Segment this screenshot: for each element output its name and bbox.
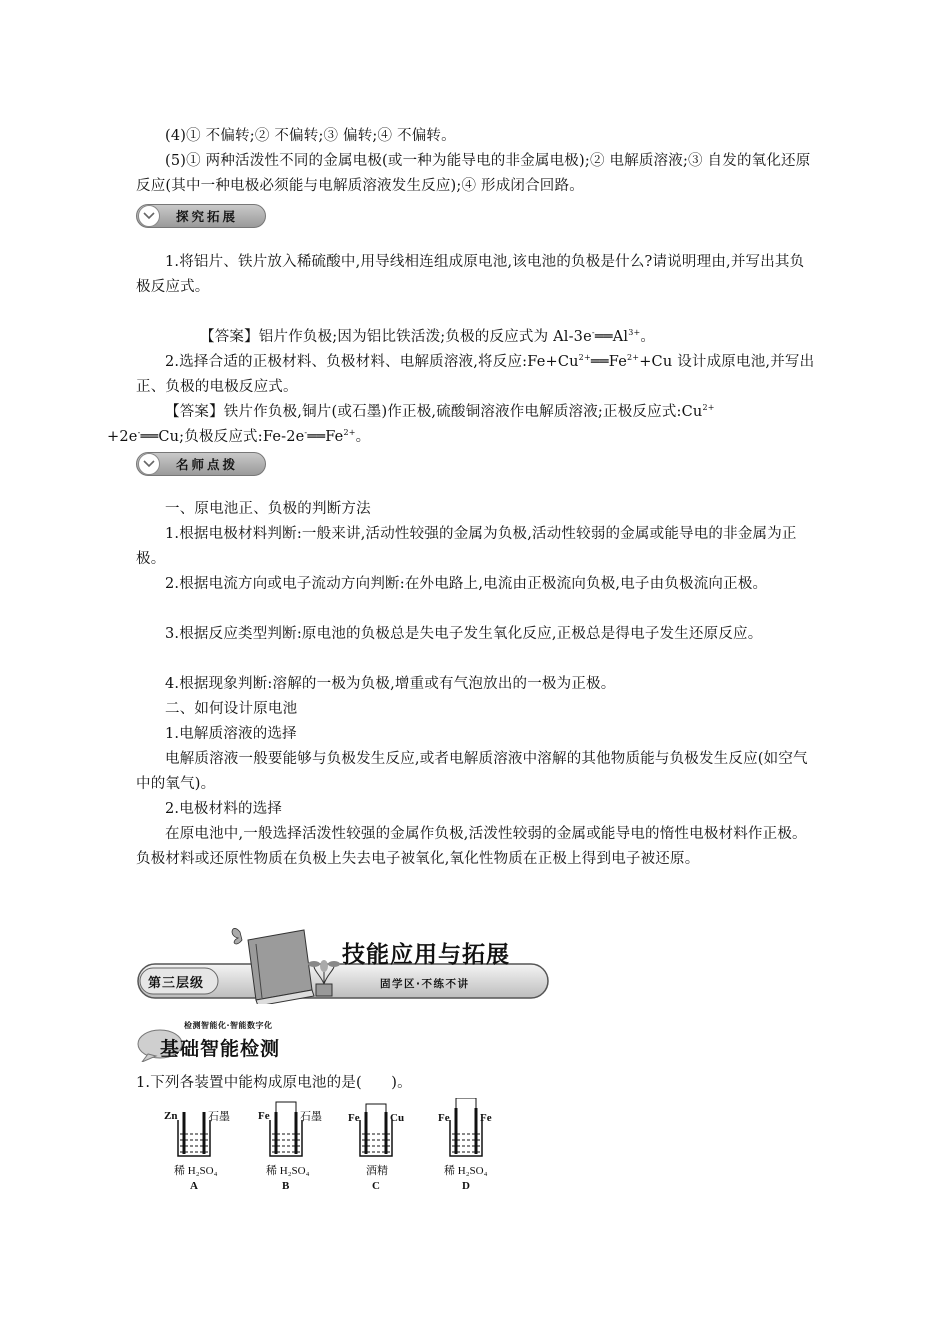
beaker-a-solution: 稀 H₂SO₄ bbox=[174, 1165, 218, 1177]
banner-level: 第三层级 bbox=[148, 976, 205, 991]
question-2-text: 2.选择合适的正极材料、负极材料、电解质溶液,将反应:Fe+Cu bbox=[165, 354, 579, 370]
beaker-c-label: C bbox=[372, 1180, 380, 1192]
teacher-point-4: 4.根据现象判断:溶解的一极为负极,增重或有气泡放出的一极为正极。 bbox=[165, 676, 616, 692]
teacher-point-3: 3.根据反应类型判断:原电池的负极总是失电子发生氧化反应,正极总是得电子发生还原反应。 bbox=[165, 626, 763, 642]
beaker-b-solution: 稀 H₂SO₄ bbox=[266, 1165, 310, 1177]
banner-title: 技能应用与拓展 bbox=[342, 942, 510, 968]
question-2-ion: Fe bbox=[608, 354, 627, 370]
butterfly-icon bbox=[232, 928, 242, 944]
beaker-d-label: D bbox=[462, 1180, 470, 1192]
answer-line-5: (5)① 两种活泼性不同的金属电极(或一种为能导电的非金属电极);② 电解质溶液;③ 自发的氧化还原反应(其中一种电极必须能与电解质溶液发生反应);④ 形成闭合回路。 bbox=[136, 153, 811, 194]
teacher-sub-2-text: 在原电池中,一般选择活泼性较强的金属作负极,活泼性较弱的金属或能导电的惰性电极材料作正极。负极材料或还原性物质在负极上失去电子被氧化,氧化性物质在正极上得到电子被还原。 bbox=[136, 826, 807, 867]
explore-answer-2: 【答案】铁片作负极,铜片(或石墨)作正极,硫酸铜溶液作电解质溶液;正极反应式$:Cu^{2+}$ +2e-══Cu;负极反应式$:Fe-2e^-══Fe^{2+}$。 bbox=[107, 403, 715, 445]
section-banner bbox=[136, 918, 552, 1004]
beaker-c-solution: 酒精 bbox=[366, 1165, 388, 1177]
answer-2-eq-a: +2e bbox=[107, 429, 138, 445]
explore-answer-1: 【答案】铝片作负极;因为铝比铁活泼;负极的反应式为 $Al-3e^-══Al^{3+}$。 bbox=[200, 328, 656, 345]
teacher-badge bbox=[136, 452, 266, 476]
question-1: 1.下列各装置中能构成原电池的是( )。 bbox=[136, 1075, 412, 1091]
detect-header bbox=[136, 1018, 336, 1062]
beaker-b-left-electrode: Fe bbox=[258, 1110, 270, 1122]
answer-2-text: 【答案】铁片作负极,铜片(或石墨)作正极,硫酸铜溶液作电解质溶液;正极反应式:Cu bbox=[165, 404, 703, 420]
teacher-sub-2: 2.电极材料的选择 bbox=[165, 801, 283, 817]
answer-2-eq-b: Cu;负极反应式:Fe-2e bbox=[158, 429, 305, 445]
cell-diagram bbox=[160, 1098, 520, 1198]
answer-2-eq-c: Fe bbox=[325, 429, 344, 445]
answer-1-ion: Al bbox=[612, 329, 629, 345]
beaker-a-right-electrode: 石墨 bbox=[208, 1111, 230, 1123]
explore-badge bbox=[136, 204, 266, 228]
beaker-d bbox=[450, 1098, 482, 1156]
teacher-sub-1: 1.电解质溶液的选择 bbox=[165, 726, 297, 742]
beaker-c-right-electrode: Cu bbox=[390, 1112, 405, 1124]
beaker-d-left-electrode: Fe bbox=[438, 1112, 450, 1124]
beaker-b bbox=[270, 1102, 302, 1156]
answer-line-4: (4)① 不偏转;② 不偏转;③ 偏转;④ 不偏转。 bbox=[165, 128, 456, 144]
explore-question-2: 2.选择合适的正极材料、负极材料、电解质溶液,将反应$:Fe+Cu^{2+}══Fe^{2+}+Cu$ 设计成原电池,并写出正、负极的电极反应式。 bbox=[136, 353, 815, 395]
beaker-d-right-electrode: Fe bbox=[480, 1112, 492, 1124]
beaker-b-right-electrode: 石墨 bbox=[300, 1111, 322, 1123]
teacher-heading-2: 二、如何设计原电池 bbox=[165, 701, 298, 717]
teacher-sub-1-text: 电解质溶液一般要能够与负极发生反应,或者电解质溶液中溶解的其他物质能与负极发生反应(如空气中的氧气)。 bbox=[136, 751, 808, 792]
detect-small: 检测智能化·智能数字化 bbox=[184, 1021, 273, 1030]
teacher-heading-1: 一、原电池正、负极的判断方法 bbox=[165, 501, 371, 517]
explore-question-1: 1.将铝片、铁片放入稀硫酸中,用导线相连组成原电池,该电池的负极是什么?请说明理由,并写出其负极反应式。 bbox=[136, 254, 805, 295]
explore-badge-label: 探究拓展 bbox=[176, 209, 239, 224]
beaker-a-label: A bbox=[190, 1180, 198, 1192]
teacher-badge-label: 名师点拨 bbox=[176, 457, 239, 472]
beaker-d-solution: 稀 H₂SO₄ bbox=[444, 1165, 488, 1177]
question-2-tail: +Cu 设计成原电池,并写出正、负极的电极反应式。 bbox=[136, 354, 815, 395]
detect-title: 基础智能检测 bbox=[160, 1038, 281, 1060]
book-icon bbox=[248, 930, 314, 1004]
beaker-c-left-electrode: Fe bbox=[348, 1112, 360, 1124]
banner-subtitle: 固学区·不练不讲 bbox=[380, 978, 470, 990]
beaker-b-label: B bbox=[282, 1180, 290, 1192]
chevron-down-icon bbox=[138, 205, 160, 227]
teacher-point-1: 1.根据电极材料判断:一般来讲,活动性较强的金属为负极,活动性较弱的金属或能导电的非金属为正极。 bbox=[136, 526, 797, 567]
teacher-point-2: 2.根据电流方向或电子流动方向判断:在外电路上,电流由正极流向负极,电子由负极流向正极。 bbox=[165, 576, 768, 592]
beaker-c bbox=[360, 1104, 392, 1156]
beaker-a bbox=[178, 1112, 210, 1156]
answer-1-text: 【答案】铝片作负极;因为铝比铁活泼;负极的反应式为 Al-3e bbox=[200, 329, 592, 345]
beaker-a-left-electrode: Zn bbox=[164, 1110, 178, 1122]
chevron-down-icon bbox=[138, 453, 160, 475]
